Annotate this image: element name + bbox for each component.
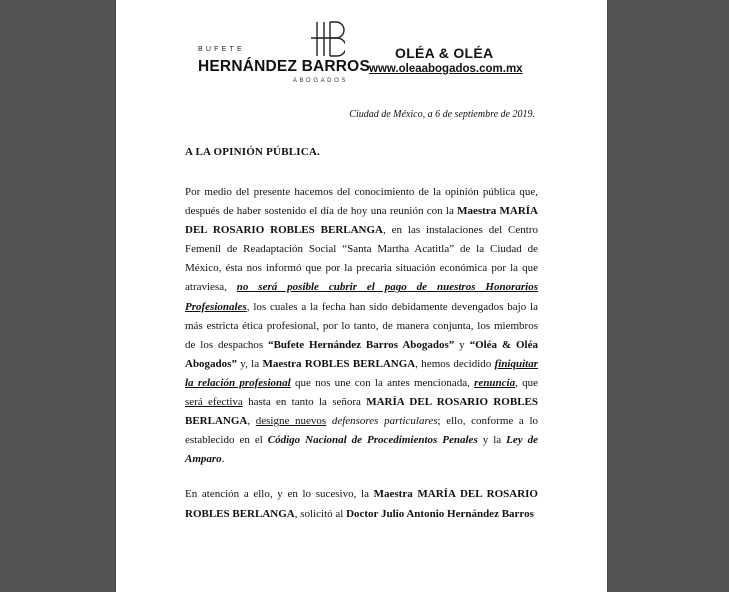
paragraph-1 — [185, 183, 538, 469]
emphasis-sera-efectiva: será efectiva — [185, 396, 243, 409]
hernandez-barros-logo — [198, 20, 370, 90]
text-run: , que — [515, 376, 539, 389]
name-hernandez-barros: Doctor Julio Antonio Hernández Barros — [346, 507, 534, 520]
text-run: hasta en tanto la señora — [242, 396, 367, 409]
text-run: y la — [477, 434, 507, 447]
partner-firm-url[interactable]: www.oleaabogados.com.mx — [369, 63, 523, 75]
hb-monogram-icon — [311, 20, 345, 58]
partner-firm-name: OLÉA & OLÉA — [395, 45, 494, 61]
text-run: que nos une con la antes mencionada, — [290, 376, 475, 389]
text-run: ; ello, conforme a lo establecido en el — [185, 415, 539, 447]
document-body — [185, 183, 538, 540]
law-code-reference: Código Nacional de Procedimientos Penales — [267, 434, 478, 447]
emphasis-fees-unpaid: no será posible cubrir el pago de nuestros Honorarios Profesionales — [185, 281, 538, 313]
name-robles-berlanga: Maestra MARÍA DEL ROSARIO ROBLES BERLANGA — [185, 205, 538, 237]
logo-bufete-text: BUFETE — [198, 46, 245, 53]
text-run: y — [454, 338, 470, 351]
firm-bufete-hb: “Bufete Hernández Barros Abogados” — [268, 338, 455, 351]
name-robles-berlanga: Maestra MARÍA DEL ROSARIO ROBLES BERLANGA — [185, 488, 538, 520]
firm-olea: “Oléa & Oléa Abogados” — [185, 338, 538, 370]
paragraph-2 — [185, 485, 538, 523]
logo-abogados-text: ABOGADOS — [292, 78, 348, 84]
document-page — [116, 0, 607, 592]
emphasis-finiquitar: finiquitar la relación profesional — [185, 357, 538, 389]
emphasis-defensores: defensores particulares — [331, 415, 438, 428]
text-run: . — [221, 453, 225, 466]
document-heading: A LA OPINIÓN PÚBLICA. — [185, 146, 320, 158]
text-run: Por medio del presente hacemos del conocimiento de la opinión pública que, después de haber sostenido el día de hoy una reunión con la — [185, 186, 538, 218]
text-run: y, la — [236, 357, 263, 370]
text-run: , — [247, 415, 256, 428]
logo-firm-name: HERNÁNDEZ BARROS — [198, 58, 370, 75]
emphasis-designe-nuevos: designe nuevos — [255, 415, 327, 428]
text-run: , en las instalaciones del Centro Femenil de Readaptación Social “Santa Martha Acatitla” de la Ciudad de México, ésta nos informó que por la precaria situación económica por la que atraviesa, — [185, 224, 538, 294]
text-run: , hemos decidido — [415, 357, 495, 370]
emphasis-renuncia: renuncia — [474, 376, 516, 389]
name-robles-berlanga: Maestra ROBLES BERLANGA — [262, 357, 416, 370]
name-robles-berlanga: MARÍA DEL ROSARIO ROBLES BERLANGA — [185, 396, 538, 428]
text-run: , los cuales a la fecha han sido debidamente devengados bajo la más estricta ética profesional, por lo tanto, de manera conjunta, los miembros de los despachos — [185, 300, 538, 351]
text-run: , solicitó al — [294, 507, 347, 520]
text-run: En atención a ello, y en lo sucesivo, la — [185, 488, 374, 501]
date-line: Ciudad de México, a 6 de septiembre de 2019. — [349, 109, 535, 120]
law-amparo-reference: Ley de Amparo — [185, 434, 538, 466]
